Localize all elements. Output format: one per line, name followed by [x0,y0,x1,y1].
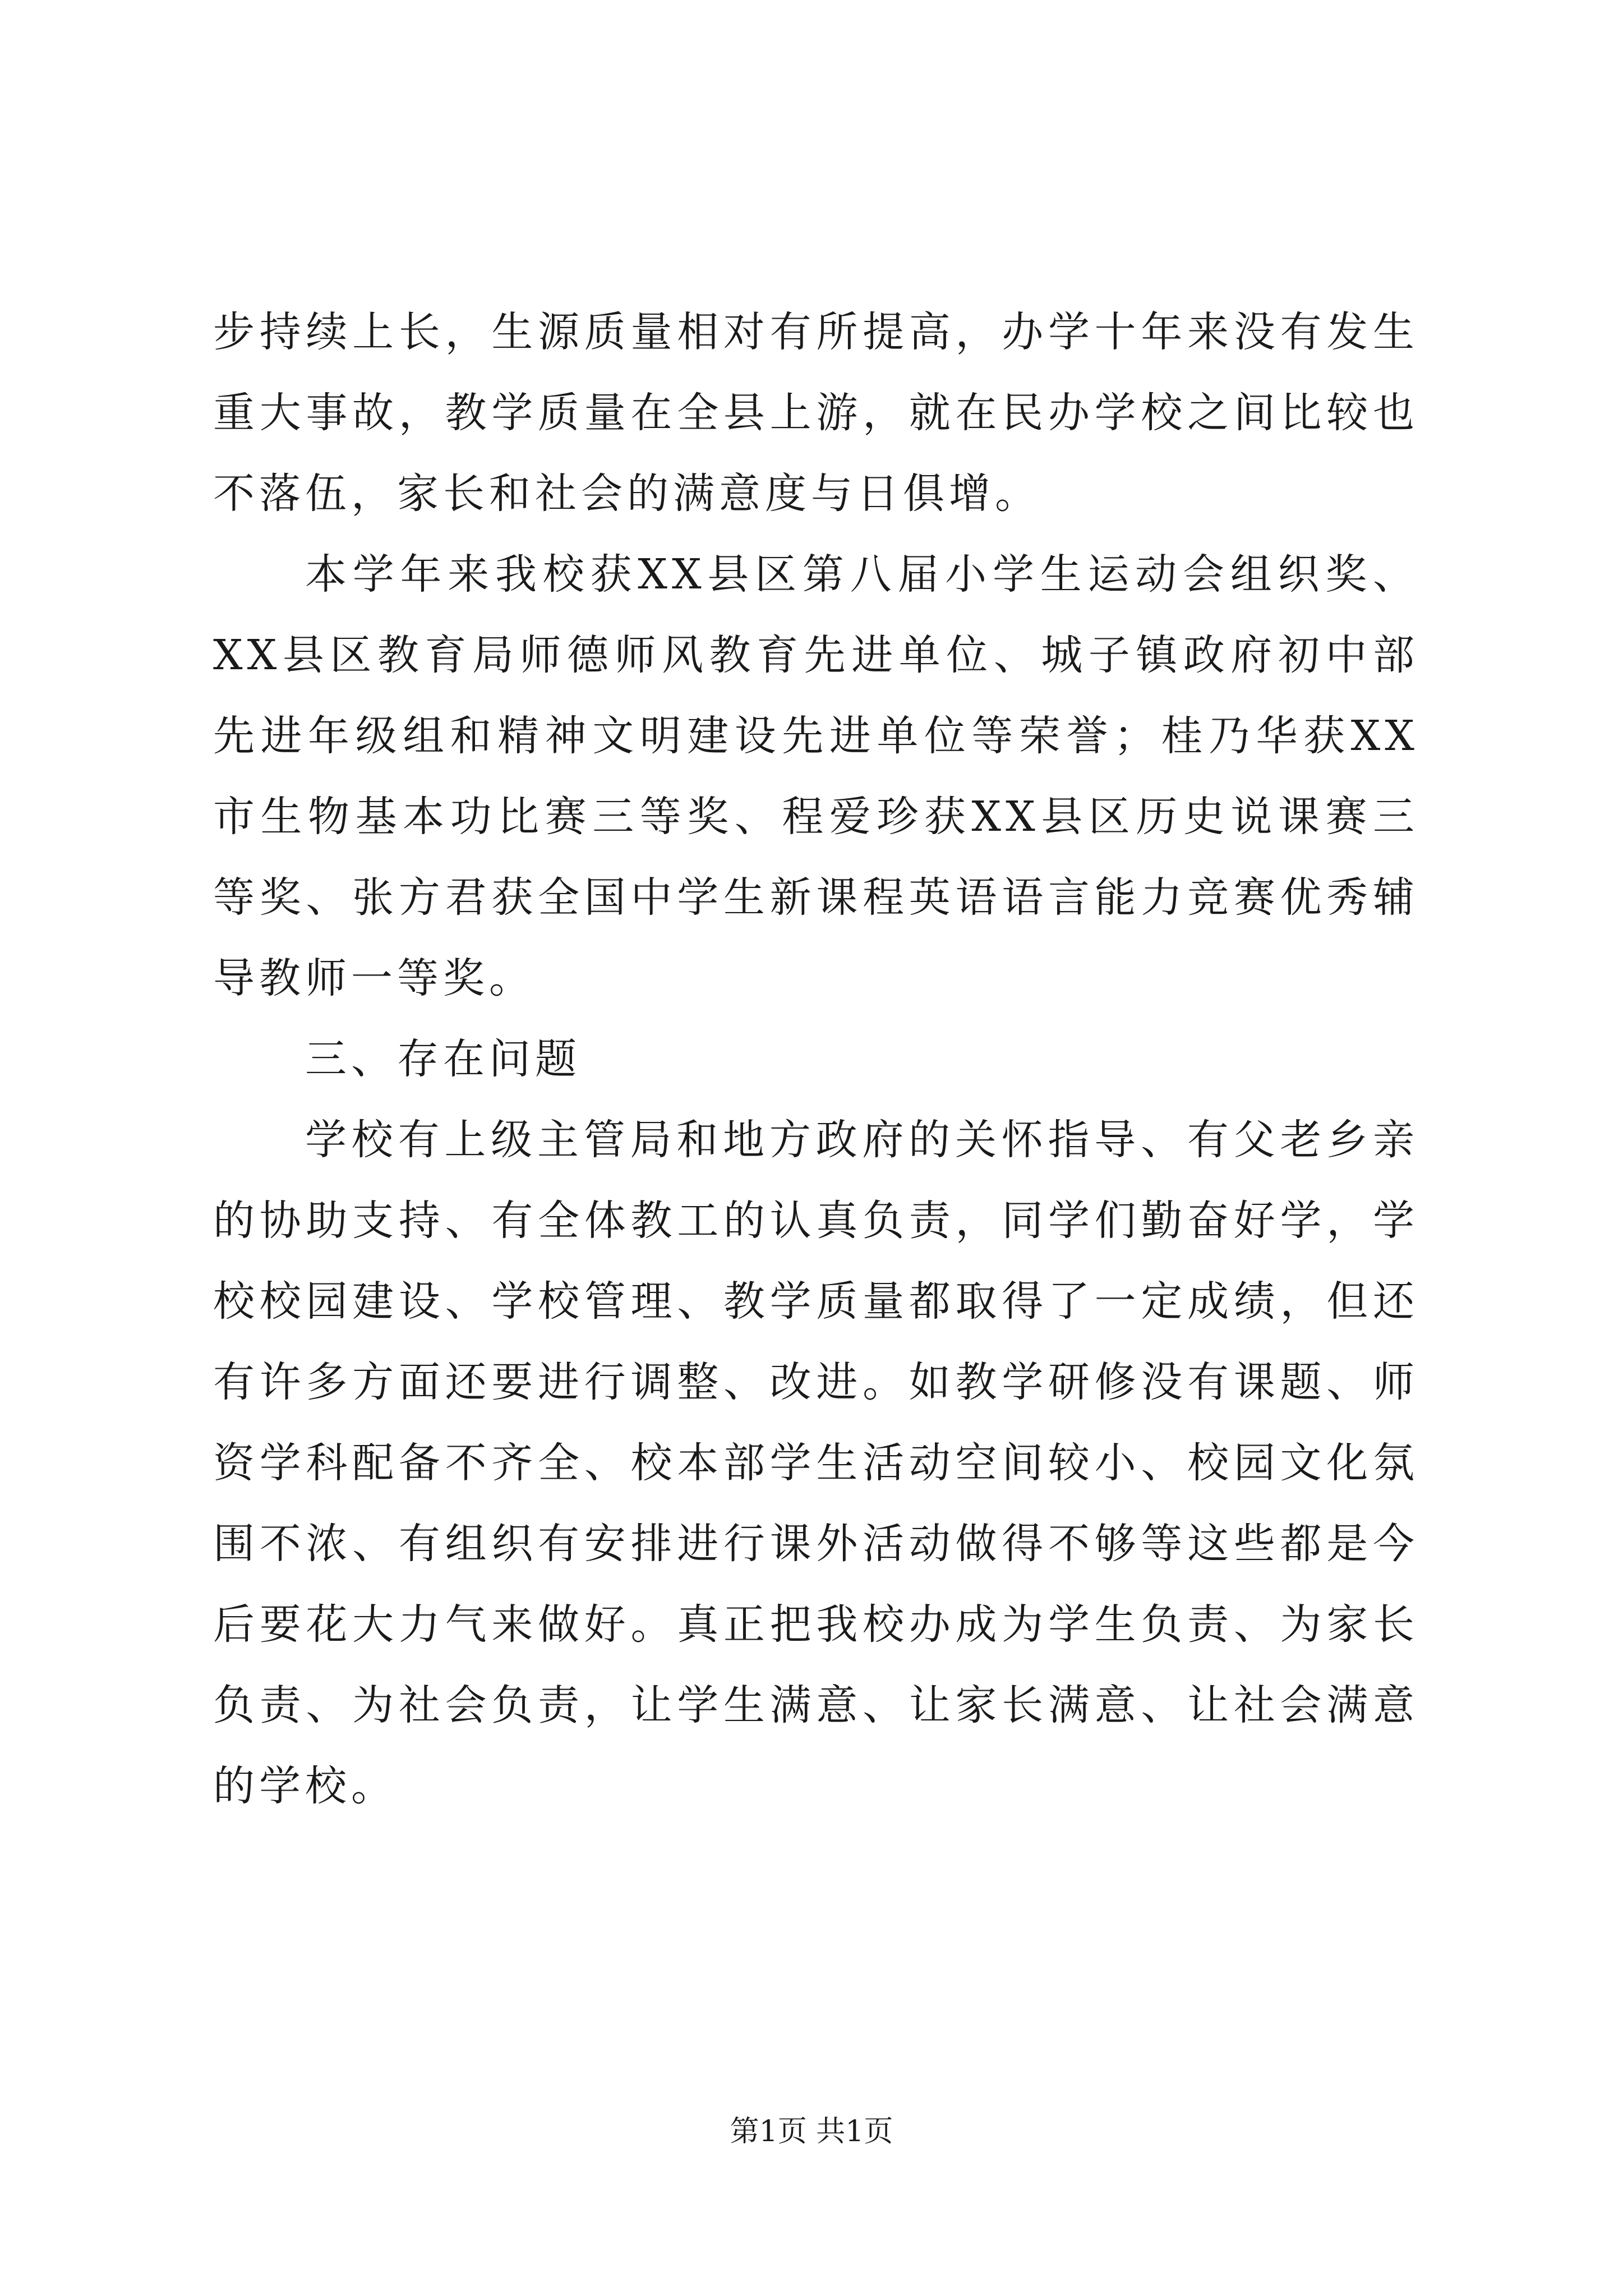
page-footer: 第1页 共1页 [730,2115,893,2148]
paragraph-2: 本学年来我校获XX县区第八届小学生运动会组织奖、XX县区教育局师德师风教育先进单位、城子镇政府初中部先进年级组和精神文明建设先进单位等荣誉；桂乃华获XX市生物基本功比赛三等奖、程爱珍获XX县区历史说课赛三等奖、张方君获全国中学生新课程英语语言能力竞赛优秀辅导教师一等奖。 [213,550,1419,1002]
document-body [213,292,1419,1826]
section-heading: 三、存在问题 [305,1035,581,1083]
paragraph-3: 学校有上级主管局和地方政府的关怀指导、有父老乡亲的协助支持、有全体教工的认真负责，同学们勤奋好学，学校校园建设、学校管理、教学质量都取得了一定成绩，但还有许多方面还要进行调整、改进。如教学研修没有课题、师资学科配备不齐全、校本部学生活动空间较小、校园文化氛围不浓、有组织有安排进行课外活动做得不够等这些都是今后要花大力气来做好。真正把我校办成为学生负责、为家长负责、为社会负责，让学生满意、让家长满意、让社会满意的学校。 [213,1116,1419,1810]
paragraph-1: 步持续上长，生源质量相对有所提高，办学十年来没有发生重大事故，教学质量在全县上游，就在民办学校之间比较也不落伍，家长和社会的满意度与日俱增。 [213,308,1419,518]
